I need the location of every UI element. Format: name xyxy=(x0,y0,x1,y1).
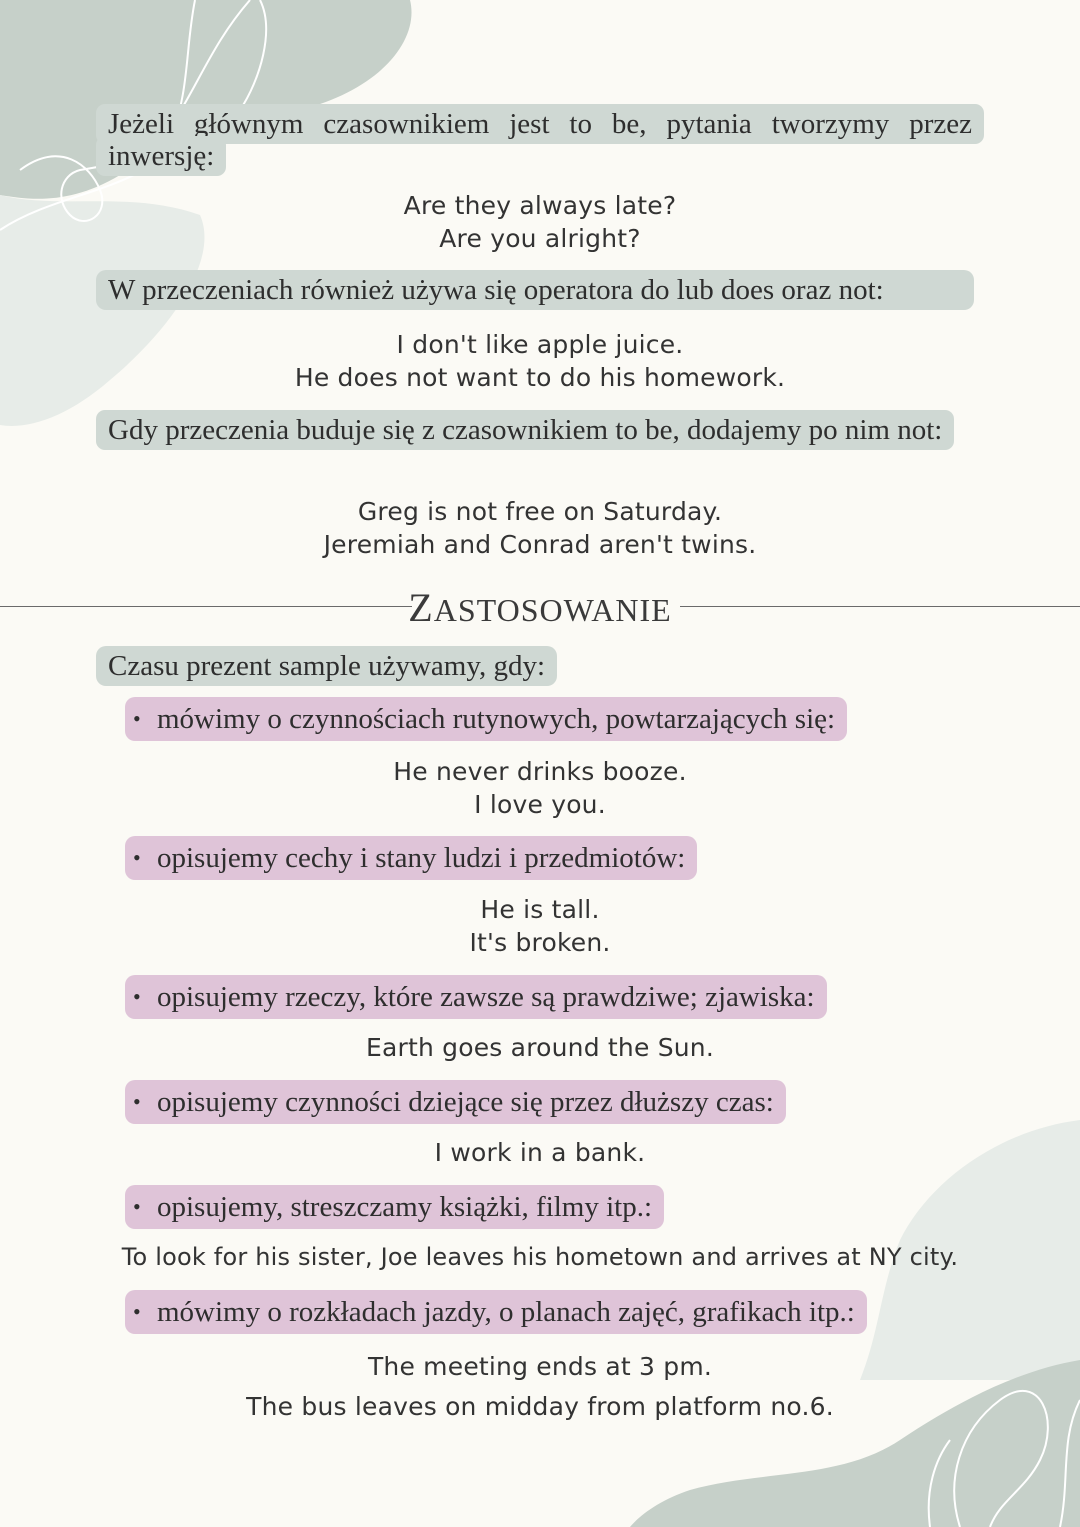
usage-examples xyxy=(0,1241,1080,1274)
note-negation-operator: W przeczeniach również używa się operatora do lub does oraz not: xyxy=(96,270,974,310)
example-line: Jeremiah and Conrad aren't twins. xyxy=(323,530,757,559)
example-line: Earth goes around the Sun. xyxy=(365,1033,715,1062)
examples-to-be xyxy=(0,495,1080,561)
example-line: He is tall. xyxy=(480,895,600,924)
example-line: The meeting ends at 3 pm. xyxy=(367,1352,713,1381)
usage-examples xyxy=(0,1347,1080,1427)
bullet-icon: • xyxy=(133,1089,141,1114)
section-title xyxy=(0,584,1080,631)
example-line: Are you alright? xyxy=(439,224,641,253)
examples-questions xyxy=(0,189,1080,255)
usage-item-label: opisujemy, streszczamy książki, filmy itp.: xyxy=(157,1191,653,1223)
usage-examples xyxy=(0,1031,1080,1064)
usage-intro: Czasu prezent sample używamy, gdy: xyxy=(96,646,557,686)
example-line: He does not want to do his homework. xyxy=(294,363,786,392)
usage-item xyxy=(125,1185,664,1229)
examples-operator xyxy=(0,328,1080,394)
example-line: The bus leaves on midday from platform no.6. xyxy=(246,1392,834,1421)
note-inversion xyxy=(96,108,984,172)
example-line: I don't like apple juice. xyxy=(396,330,684,359)
example-line: To look for his sister, Joe leaves his hometown and arrives at NY city. xyxy=(121,1243,959,1271)
usage-item xyxy=(125,975,827,1019)
section-title-rest: ASTOSOWANIE xyxy=(433,592,672,628)
usage-examples xyxy=(0,755,1080,821)
example-line: I work in a bank. xyxy=(434,1138,646,1167)
example-line: It's broken. xyxy=(469,928,611,957)
example-line: Greg is not free on Saturday. xyxy=(357,497,723,526)
usage-item xyxy=(125,1080,786,1124)
usage-item-label: opisujemy rzeczy, które zawsze są prawdziwe; zjawiska: xyxy=(157,981,815,1013)
bullet-icon: • xyxy=(133,984,141,1009)
note-negation-to-be xyxy=(96,414,984,446)
usage-item-label: opisujemy czynności dziejące się przez dłuższy czas: xyxy=(157,1086,774,1118)
usage-item-label: mówimy o czynnościach rutynowych, powtarzających się: xyxy=(157,703,836,735)
usage-examples xyxy=(0,1136,1080,1169)
bullet-icon: • xyxy=(133,1194,141,1219)
example-line: I love you. xyxy=(474,790,606,819)
bullet-icon: • xyxy=(133,706,141,731)
usage-item xyxy=(125,697,847,741)
usage-item-label: opisujemy cechy i stany ludzi i przedmiotów: xyxy=(157,842,686,874)
note-negation-to-be-text: Gdy przeczenia buduje się z czasownikiem to be, dodajemy po nim not: xyxy=(96,410,954,450)
example-line: Are they always late? xyxy=(403,191,677,220)
example-line: He never drinks booze. xyxy=(393,757,687,786)
section-title-initial: Z xyxy=(408,585,434,630)
note-inversion-text: Jeżeli głównym czasownikiem jest to be, pytania tworzymy przez inwersję: xyxy=(96,104,984,176)
bullet-icon: • xyxy=(133,845,141,870)
usage-examples xyxy=(0,893,1080,959)
bullet-icon: • xyxy=(133,1299,141,1324)
usage-item-label: mówimy o rozkładach jazdy, o planach zajęć, grafikach itp.: xyxy=(157,1296,855,1328)
usage-item xyxy=(125,1290,867,1334)
usage-item xyxy=(125,836,697,880)
